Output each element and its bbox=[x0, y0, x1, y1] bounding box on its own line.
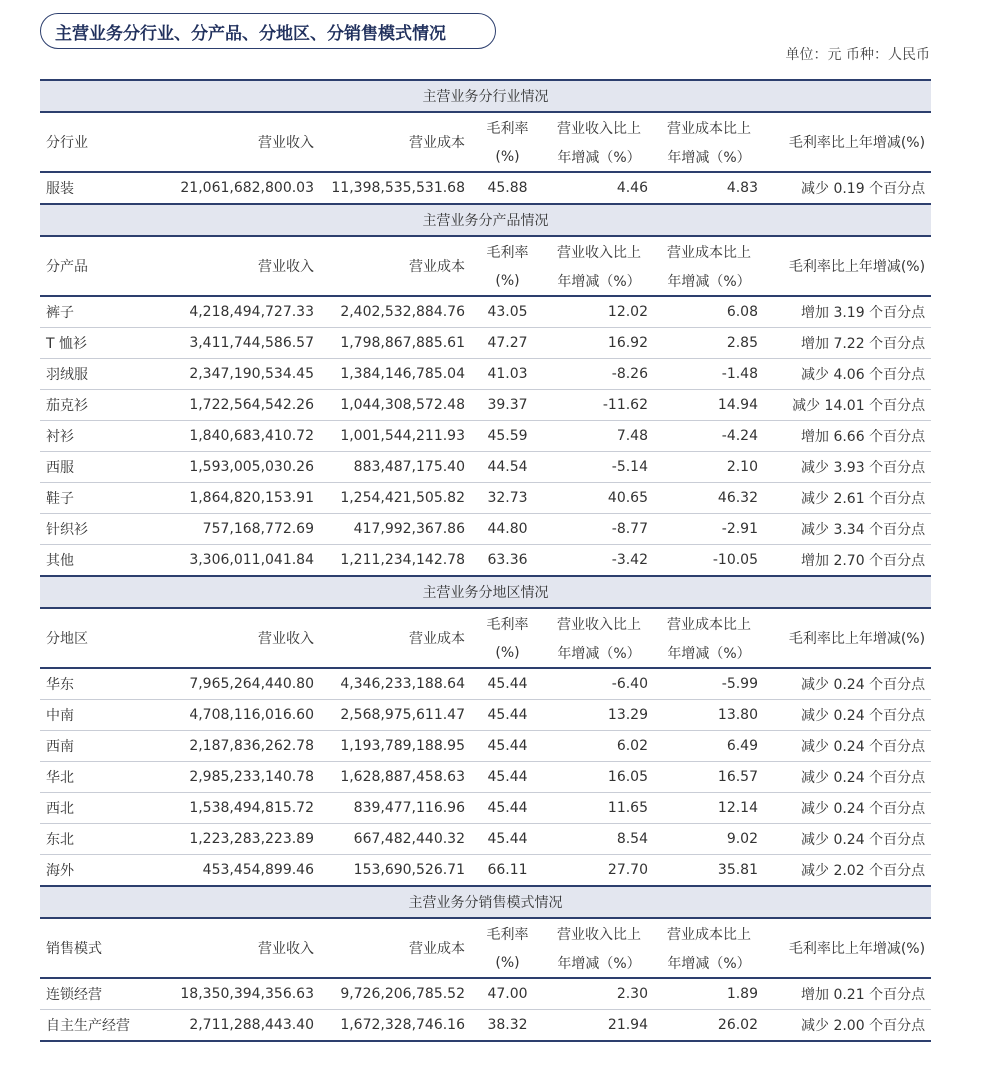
column-header-margin: 毛利率 bbox=[486, 244, 529, 261]
row-margin-change: 减少 0.19 个百分点 bbox=[764, 172, 931, 204]
row-revenue: 3,411,744,586.57 bbox=[158, 328, 320, 359]
column-header-revenue-change: 营业收入比上 bbox=[557, 244, 641, 261]
column-header-cost-change-unit: 年增减（%） bbox=[654, 266, 764, 296]
row-name: 西服 bbox=[40, 452, 158, 483]
row-cost-change: 26.02 bbox=[654, 1010, 764, 1042]
row-cost: 1,193,789,188.95 bbox=[320, 731, 471, 762]
row-margin: 47.00 bbox=[471, 978, 544, 1010]
row-cost-change: 35.81 bbox=[654, 855, 764, 887]
row-revenue-change: -3.42 bbox=[544, 545, 654, 577]
column-header-revenue-change-unit: 年增减（%） bbox=[544, 638, 654, 668]
column-header-revenue-change: 营业收入比上 bbox=[557, 616, 641, 633]
row-margin: 44.80 bbox=[471, 514, 544, 545]
row-margin-change: 减少 2.02 个百分点 bbox=[764, 855, 931, 887]
row-name: 茄克衫 bbox=[40, 390, 158, 421]
row-revenue-change: 16.92 bbox=[544, 328, 654, 359]
row-margin-change: 减少 0.24 个百分点 bbox=[764, 824, 931, 855]
column-header-margin-change: 毛利率比上年增减(%) bbox=[764, 112, 931, 172]
column-header-cost-change-unit: 年增减（%） bbox=[654, 142, 764, 172]
column-header-cost-change-unit: 年增减（%） bbox=[654, 948, 764, 978]
row-cost-change: -1.48 bbox=[654, 359, 764, 390]
table-row bbox=[40, 483, 931, 514]
row-revenue-change: 8.54 bbox=[544, 824, 654, 855]
row-name: 东北 bbox=[40, 824, 158, 855]
row-name: 西北 bbox=[40, 793, 158, 824]
row-cost: 1,798,867,885.61 bbox=[320, 328, 471, 359]
row-margin-change: 增加 2.70 个百分点 bbox=[764, 545, 931, 577]
column-header-category: 分地区 bbox=[40, 608, 158, 668]
table-row bbox=[40, 855, 931, 887]
column-header-margin-unit: (%) bbox=[471, 266, 544, 296]
row-name: 西南 bbox=[40, 731, 158, 762]
column-header-margin-unit: (%) bbox=[471, 638, 544, 668]
row-name: 自主生产经营 bbox=[40, 1010, 158, 1042]
section-header: 主营业务分销售模式情况 bbox=[40, 886, 931, 918]
row-margin-change: 减少 0.24 个百分点 bbox=[764, 668, 931, 700]
row-cost: 1,044,308,572.48 bbox=[320, 390, 471, 421]
row-cost-change: -5.99 bbox=[654, 668, 764, 700]
row-cost: 4,346,233,188.64 bbox=[320, 668, 471, 700]
column-header-cost-change: 营业成本比上 bbox=[667, 244, 751, 261]
row-name: 衬衫 bbox=[40, 421, 158, 452]
row-cost-change: -4.24 bbox=[654, 421, 764, 452]
row-revenue: 3,306,011,041.84 bbox=[158, 545, 320, 577]
row-revenue-change: 7.48 bbox=[544, 421, 654, 452]
row-revenue: 2,347,190,534.45 bbox=[158, 359, 320, 390]
section-header: 主营业务分地区情况 bbox=[40, 576, 931, 608]
row-revenue: 1,593,005,030.26 bbox=[158, 452, 320, 483]
row-cost-change: 6.08 bbox=[654, 296, 764, 328]
column-header-revenue: 营业收入 bbox=[158, 608, 320, 668]
row-revenue: 1,538,494,815.72 bbox=[158, 793, 320, 824]
row-cost: 9,726,206,785.52 bbox=[320, 978, 471, 1010]
column-header-revenue: 营业收入 bbox=[158, 918, 320, 978]
row-cost-change: -10.05 bbox=[654, 545, 764, 577]
row-revenue: 7,965,264,440.80 bbox=[158, 668, 320, 700]
row-margin-change: 增加 3.19 个百分点 bbox=[764, 296, 931, 328]
row-cost-change: -2.91 bbox=[654, 514, 764, 545]
column-header-margin-change: 毛利率比上年增减(%) bbox=[764, 236, 931, 296]
column-header-margin-unit: (%) bbox=[471, 948, 544, 978]
column-header-category: 分产品 bbox=[40, 236, 158, 296]
row-revenue-change: 2.30 bbox=[544, 978, 654, 1010]
row-margin-change: 减少 3.93 个百分点 bbox=[764, 452, 931, 483]
row-revenue: 21,061,682,800.03 bbox=[158, 172, 320, 204]
column-header-margin-unit: (%) bbox=[471, 142, 544, 172]
column-header-cost: 营业成本 bbox=[320, 112, 471, 172]
row-margin-change: 减少 0.24 个百分点 bbox=[764, 700, 931, 731]
column-header-revenue-change: 营业收入比上 bbox=[557, 120, 641, 137]
row-cost: 2,568,975,611.47 bbox=[320, 700, 471, 731]
column-header-row bbox=[40, 112, 931, 142]
row-revenue-change: -6.40 bbox=[544, 668, 654, 700]
row-revenue-change: -5.14 bbox=[544, 452, 654, 483]
table-row bbox=[40, 514, 931, 545]
row-revenue: 4,708,116,016.60 bbox=[158, 700, 320, 731]
row-revenue-change: -8.77 bbox=[544, 514, 654, 545]
row-margin: 45.44 bbox=[471, 668, 544, 700]
row-name: 其他 bbox=[40, 545, 158, 577]
row-name: 羽绒服 bbox=[40, 359, 158, 390]
row-margin-change: 减少 3.34 个百分点 bbox=[764, 514, 931, 545]
row-name: 中南 bbox=[40, 700, 158, 731]
column-header-margin-change: 毛利率比上年增减(%) bbox=[764, 918, 931, 978]
row-cost: 11,398,535,531.68 bbox=[320, 172, 471, 204]
table-row bbox=[40, 359, 931, 390]
row-margin-change: 增加 7.22 个百分点 bbox=[764, 328, 931, 359]
column-header-cost: 营业成本 bbox=[320, 236, 471, 296]
column-header-cost-change-unit: 年增减（%） bbox=[654, 638, 764, 668]
row-revenue: 1,864,820,153.91 bbox=[158, 483, 320, 514]
row-cost: 667,482,440.32 bbox=[320, 824, 471, 855]
row-cost-change: 4.83 bbox=[654, 172, 764, 204]
column-header-margin-change: 毛利率比上年增减(%) bbox=[764, 608, 931, 668]
row-margin: 41.03 bbox=[471, 359, 544, 390]
column-header-cost-change: 营业成本比上 bbox=[667, 616, 751, 633]
row-revenue-change: 21.94 bbox=[544, 1010, 654, 1042]
row-revenue-change: 6.02 bbox=[544, 731, 654, 762]
row-revenue: 2,985,233,140.78 bbox=[158, 762, 320, 793]
section-header: 主营业务分产品情况 bbox=[40, 204, 931, 236]
row-cost-change: 12.14 bbox=[654, 793, 764, 824]
row-revenue-change: 11.65 bbox=[544, 793, 654, 824]
row-cost: 1,254,421,505.82 bbox=[320, 483, 471, 514]
table-row bbox=[40, 296, 931, 328]
row-margin: 66.11 bbox=[471, 855, 544, 887]
row-cost: 839,477,116.96 bbox=[320, 793, 471, 824]
row-margin-change: 减少 0.24 个百分点 bbox=[764, 793, 931, 824]
table-row bbox=[40, 978, 931, 1010]
row-cost-change: 6.49 bbox=[654, 731, 764, 762]
row-margin: 45.59 bbox=[471, 421, 544, 452]
row-cost-change: 16.57 bbox=[654, 762, 764, 793]
row-cost: 1,001,544,211.93 bbox=[320, 421, 471, 452]
row-margin: 47.27 bbox=[471, 328, 544, 359]
row-cost-change: 2.10 bbox=[654, 452, 764, 483]
row-cost: 1,211,234,142.78 bbox=[320, 545, 471, 577]
row-margin: 45.44 bbox=[471, 731, 544, 762]
row-name: 针织衫 bbox=[40, 514, 158, 545]
row-revenue-change: 12.02 bbox=[544, 296, 654, 328]
column-header-revenue: 营业收入 bbox=[158, 112, 320, 172]
row-name: T 恤衫 bbox=[40, 328, 158, 359]
row-revenue-change: 40.65 bbox=[544, 483, 654, 514]
section-header: 主营业务分行业情况 bbox=[40, 80, 931, 112]
row-name: 连锁经营 bbox=[40, 978, 158, 1010]
table-row bbox=[40, 824, 931, 855]
row-margin: 43.05 bbox=[471, 296, 544, 328]
row-revenue-change: 16.05 bbox=[544, 762, 654, 793]
row-name: 海外 bbox=[40, 855, 158, 887]
table-row bbox=[40, 328, 931, 359]
section-header-row bbox=[40, 576, 931, 608]
row-name: 华北 bbox=[40, 762, 158, 793]
row-revenue-change: 27.70 bbox=[544, 855, 654, 887]
row-cost-change: 1.89 bbox=[654, 978, 764, 1010]
column-header-row bbox=[40, 236, 931, 266]
row-revenue-change: -11.62 bbox=[544, 390, 654, 421]
row-margin: 45.44 bbox=[471, 700, 544, 731]
table-row bbox=[40, 700, 931, 731]
column-header-row bbox=[40, 608, 931, 638]
section-title: 主营业务分行业、分产品、分地区、分销售模式情况 bbox=[40, 13, 496, 49]
row-revenue: 1,840,683,410.72 bbox=[158, 421, 320, 452]
table-row bbox=[40, 1010, 931, 1042]
table-row bbox=[40, 421, 931, 452]
row-margin: 44.54 bbox=[471, 452, 544, 483]
table-row bbox=[40, 172, 931, 204]
row-revenue: 2,187,836,262.78 bbox=[158, 731, 320, 762]
table-row bbox=[40, 793, 931, 824]
row-cost-change: 14.94 bbox=[654, 390, 764, 421]
row-revenue: 1,223,283,223.89 bbox=[158, 824, 320, 855]
row-cost-change: 46.32 bbox=[654, 483, 764, 514]
row-margin: 32.73 bbox=[471, 483, 544, 514]
section-header-row bbox=[40, 204, 931, 236]
row-cost-change: 13.80 bbox=[654, 700, 764, 731]
column-header-row bbox=[40, 918, 931, 948]
column-header-cost: 营业成本 bbox=[320, 608, 471, 668]
section-header-row bbox=[40, 886, 931, 918]
row-name: 服装 bbox=[40, 172, 158, 204]
row-margin-change: 增加 0.21 个百分点 bbox=[764, 978, 931, 1010]
section-header-row bbox=[40, 80, 931, 112]
table-row bbox=[40, 731, 931, 762]
column-header-margin: 毛利率 bbox=[486, 120, 529, 137]
table-row bbox=[40, 452, 931, 483]
column-header-revenue-change-unit: 年增减（%） bbox=[544, 266, 654, 296]
main-business-table bbox=[40, 79, 931, 1042]
row-margin: 39.37 bbox=[471, 390, 544, 421]
row-cost: 883,487,175.40 bbox=[320, 452, 471, 483]
row-revenue: 18,350,394,356.63 bbox=[158, 978, 320, 1010]
row-name: 鞋子 bbox=[40, 483, 158, 514]
table-row bbox=[40, 545, 931, 577]
row-cost: 1,672,328,746.16 bbox=[320, 1010, 471, 1042]
row-revenue: 453,454,899.46 bbox=[158, 855, 320, 887]
row-name: 裤子 bbox=[40, 296, 158, 328]
row-revenue: 1,722,564,542.26 bbox=[158, 390, 320, 421]
column-header-revenue: 营业收入 bbox=[158, 236, 320, 296]
row-margin-change: 减少 0.24 个百分点 bbox=[764, 762, 931, 793]
column-header-cost: 营业成本 bbox=[320, 918, 471, 978]
row-margin: 45.88 bbox=[471, 172, 544, 204]
row-margin: 45.44 bbox=[471, 762, 544, 793]
table-row bbox=[40, 762, 931, 793]
row-margin-change: 减少 2.00 个百分点 bbox=[764, 1010, 931, 1042]
column-header-cost-change: 营业成本比上 bbox=[667, 926, 751, 943]
row-cost-change: 9.02 bbox=[654, 824, 764, 855]
row-revenue-change: 4.46 bbox=[544, 172, 654, 204]
row-margin: 45.44 bbox=[471, 824, 544, 855]
column-header-margin: 毛利率 bbox=[486, 926, 529, 943]
row-cost: 1,628,887,458.63 bbox=[320, 762, 471, 793]
column-header-cost-change: 营业成本比上 bbox=[667, 120, 751, 137]
row-cost-change: 2.85 bbox=[654, 328, 764, 359]
table-row bbox=[40, 668, 931, 700]
row-margin-change: 减少 4.06 个百分点 bbox=[764, 359, 931, 390]
column-header-category: 销售模式 bbox=[40, 918, 158, 978]
column-header-revenue-change-unit: 年增减（%） bbox=[544, 142, 654, 172]
column-header-margin: 毛利率 bbox=[486, 616, 529, 633]
row-cost: 417,992,367.86 bbox=[320, 514, 471, 545]
row-margin: 45.44 bbox=[471, 793, 544, 824]
column-header-category: 分行业 bbox=[40, 112, 158, 172]
row-revenue: 757,168,772.69 bbox=[158, 514, 320, 545]
row-margin: 63.36 bbox=[471, 545, 544, 577]
row-margin-change: 增加 6.66 个百分点 bbox=[764, 421, 931, 452]
row-cost: 2,402,532,884.76 bbox=[320, 296, 471, 328]
row-revenue: 2,711,288,443.40 bbox=[158, 1010, 320, 1042]
currency-unit-note: 单位：元 币种：人民币 bbox=[785, 47, 930, 63]
row-revenue: 4,218,494,727.33 bbox=[158, 296, 320, 328]
row-name: 华东 bbox=[40, 668, 158, 700]
row-margin: 38.32 bbox=[471, 1010, 544, 1042]
row-revenue-change: 13.29 bbox=[544, 700, 654, 731]
row-cost: 1,384,146,785.04 bbox=[320, 359, 471, 390]
row-margin-change: 减少 2.61 个百分点 bbox=[764, 483, 931, 514]
column-header-revenue-change: 营业收入比上 bbox=[557, 926, 641, 943]
column-header-revenue-change-unit: 年增减（%） bbox=[544, 948, 654, 978]
row-margin-change: 减少 14.01 个百分点 bbox=[764, 390, 931, 421]
row-revenue-change: -8.26 bbox=[544, 359, 654, 390]
row-cost: 153,690,526.71 bbox=[320, 855, 471, 887]
row-margin-change: 减少 0.24 个百分点 bbox=[764, 731, 931, 762]
table-row bbox=[40, 390, 931, 421]
